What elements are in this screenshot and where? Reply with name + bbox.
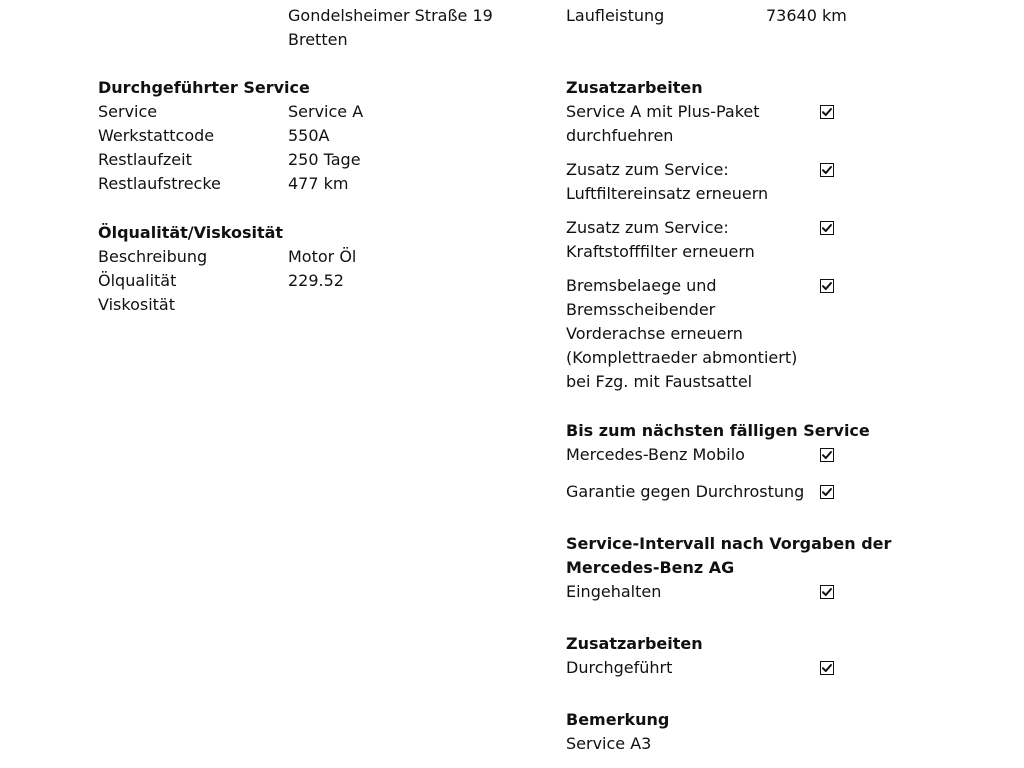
interval-heading: Service-Intervall nach Vorgaben der bbox=[566, 534, 892, 553]
extra-work2-heading: Zusatzarbeiten bbox=[566, 634, 703, 653]
checkmark-icon bbox=[821, 106, 833, 118]
oil-row-label: Beschreibung bbox=[98, 247, 208, 266]
checkmark-icon bbox=[821, 662, 833, 674]
next-service-item-text: Mercedes-Benz Mobilo bbox=[566, 445, 745, 464]
extra-work-item-text: bei Fzg. mit Faustsattel bbox=[566, 372, 753, 391]
service-row-value: 250 Tage bbox=[288, 150, 361, 169]
extra-work-item-text: Service A mit Plus-Paket bbox=[566, 102, 760, 121]
next-service-checkbox[interactable] bbox=[820, 485, 834, 499]
oil-row-value: 229.52 bbox=[288, 271, 344, 290]
service-row-label: Restlaufstrecke bbox=[98, 174, 221, 193]
extra-work-item-text: Vorderachse erneuern bbox=[566, 324, 743, 343]
extra-work-checkbox[interactable] bbox=[820, 279, 834, 293]
service-heading: Durchgeführter Service bbox=[98, 78, 310, 97]
oil-row-value: Motor Öl bbox=[288, 247, 357, 266]
oil-row-label: Viskosität bbox=[98, 295, 175, 314]
extra-work-item-text: Zusatz zum Service: bbox=[566, 218, 729, 237]
oil-row-label: Ölqualität bbox=[98, 271, 177, 290]
next-service-item-text: Garantie gegen Durchrostung bbox=[566, 482, 805, 501]
mileage-label: Laufleistung bbox=[566, 6, 665, 25]
interval-item-text: Eingehalten bbox=[566, 582, 662, 601]
remark-value: Service A3 bbox=[566, 734, 652, 753]
remark-heading: Bemerkung bbox=[566, 710, 670, 729]
extra-work-checkbox[interactable] bbox=[820, 221, 834, 235]
checkmark-icon bbox=[821, 280, 833, 292]
checkmark-icon bbox=[821, 164, 833, 176]
service-row-value: 550A bbox=[288, 126, 330, 145]
checkmark-icon bbox=[821, 586, 833, 598]
service-row-value: 477 km bbox=[288, 174, 349, 193]
extra-work-checkbox[interactable] bbox=[820, 105, 834, 119]
checkmark-icon bbox=[821, 449, 833, 461]
next-service-checkbox[interactable] bbox=[820, 448, 834, 462]
service-row-label: Service bbox=[98, 102, 158, 121]
address-city: Bretten bbox=[288, 30, 348, 49]
extra-work-checkbox[interactable] bbox=[820, 163, 834, 177]
service-row-label: Restlaufzeit bbox=[98, 150, 192, 169]
service-row-label: Werkstattcode bbox=[98, 126, 215, 145]
checkmark-icon bbox=[821, 486, 833, 498]
extra-work2-checkbox[interactable] bbox=[820, 661, 834, 675]
extra-work2-item-text: Durchgeführt bbox=[566, 658, 673, 677]
extra-work-item-text: Luftfiltereinsatz erneuern bbox=[566, 184, 769, 203]
oil-heading: Ölqualität/Viskosität bbox=[98, 223, 284, 242]
extra-work-item-text: durchfuehren bbox=[566, 126, 674, 145]
extra-work-item-text: (Komplettraeder abmontiert) bbox=[566, 348, 798, 367]
interval-heading-line2: Mercedes-Benz AG bbox=[566, 558, 735, 577]
service-row-value: Service A bbox=[288, 102, 364, 121]
mileage-value: 73640 km bbox=[766, 6, 847, 25]
extra-work-item-text: Kraftstofffilter erneuern bbox=[566, 242, 755, 261]
checkmark-icon bbox=[821, 222, 833, 234]
extra-work-heading: Zusatzarbeiten bbox=[566, 78, 703, 97]
next-service-heading: Bis zum nächsten fälligen Service bbox=[566, 421, 870, 440]
address-street: Gondelsheimer Straße 19 bbox=[288, 6, 493, 25]
interval-checkbox[interactable] bbox=[820, 585, 834, 599]
extra-work-item-text: Zusatz zum Service: bbox=[566, 160, 729, 179]
extra-work-item-text: Bremsscheibender bbox=[566, 300, 716, 319]
extra-work-item-text: Bremsbelaege und bbox=[566, 276, 717, 295]
